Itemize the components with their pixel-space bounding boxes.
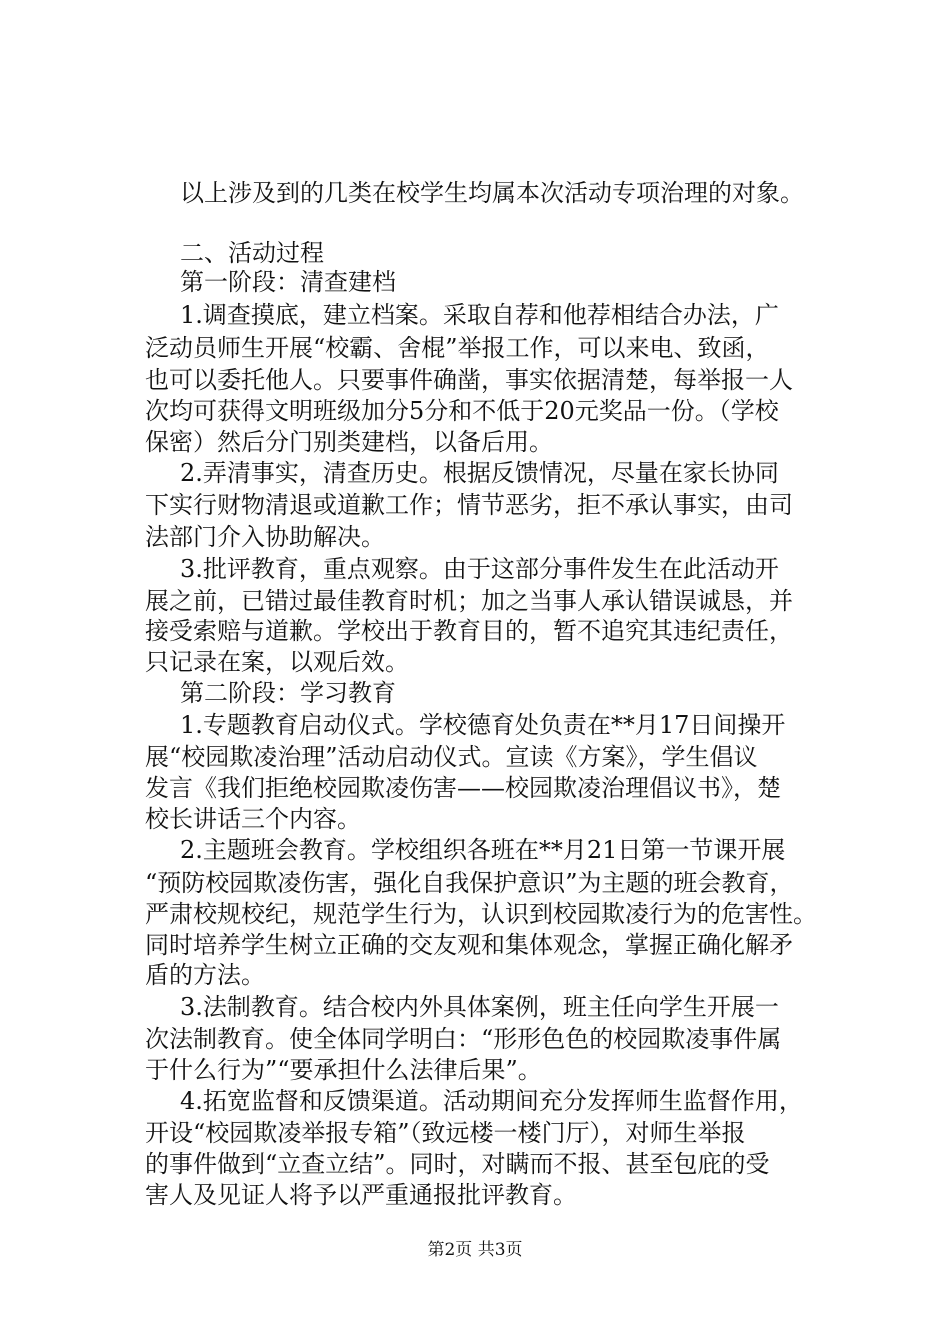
paragraph-line: 3.批评教育，重点观察。由于这部分事件发生在此活动开 — [180, 555, 779, 583]
paragraph-line: 1.调查摸底，建立档案。采取自荐和他荐相结合办法，广 — [180, 301, 779, 329]
section-heading: 二、活动过程 — [180, 239, 324, 267]
paragraph-line: 保密）然后分门别类建档，以备后用。 — [145, 428, 553, 456]
paragraph-line: 只记录在案，以观后效。 — [145, 648, 409, 676]
paragraph-line: 展之前，已错过最佳教育时机；加之当事人承认错误诚恳，并 — [145, 587, 793, 615]
paragraph-line: “预防校园欺凌伤害，强化自我保护意识”为主题的班会教育， — [145, 869, 794, 897]
paragraph-line: 下实行财物清退或道歉工作；情节恶劣，拒不承认事实，由司 — [145, 491, 793, 519]
paragraph-line: 法部门介入协助解决。 — [145, 523, 385, 551]
paragraph-line: 同时培养学生树立正确的交友观和集体观念，掌握正确化解矛 — [145, 931, 793, 959]
paragraph-line: 开设“校园欺凌举报专箱”（致远楼一楼门厅），对师生举报 — [145, 1119, 746, 1147]
paragraph-line: 的事件做到“立查立结”。同时，对瞒而不报、甚至包庇的受 — [145, 1150, 770, 1178]
paragraph-line: 展“校园欺凌治理”活动启动仪式。宣读《方案》，学生倡议 — [145, 743, 758, 771]
paragraph-line: 3.法制教育。结合校内外具体案例，班主任向学生开展一 — [180, 993, 779, 1021]
paragraph-line: 次均可获得文明班级加分5分和不低于20元奖品一份。（学校 — [145, 397, 779, 425]
paragraph-line: 以上涉及到的几类在校学生均属本次活动专项治理的对象。 — [180, 179, 804, 207]
paragraph-line: 严肃校规校纪，规范学生行为，认识到校园欺凌行为的危害性。 — [145, 900, 817, 928]
paragraph-line: 于什么行为”“要承担什么法律后果”。 — [145, 1056, 542, 1084]
paragraph-line: 次法制教育。使全体同学明白：“形形色色的校园欺凌事件属 — [145, 1025, 782, 1053]
paragraph-line: 害人及见证人将予以严重通报批评教育。 — [145, 1181, 577, 1209]
stage-heading: 第一阶段：清查建档 — [180, 268, 396, 296]
paragraph-line: 2.主题班会教育。学校组织各班在**月21日第一节课开展 — [180, 836, 786, 864]
paragraph-line: 泛动员师生开展“校霸、舍棍”举报工作，可以来电、致函， — [145, 334, 770, 362]
paragraph-line: 接受索赔与道歉。学校出于教育目的，暂不追究其违纪责任， — [145, 617, 793, 645]
paragraph-line: 2.弄清事实，清查历史。根据反馈情况，尽量在家长协同 — [180, 459, 779, 487]
paragraph-line: 4.拓宽监督和反馈渠道。活动期间充分发挥师生监督作用， — [180, 1087, 803, 1115]
paragraph-line: 1.专题教育启动仪式。学校德育处负责在**月17日间操开 — [180, 711, 786, 739]
paragraph-line: 也可以委托他人。只要事件确凿，事实依据清楚，每举报一人 — [145, 366, 793, 394]
paragraph-line: 发言《我们拒绝校园欺凌伤害——校园欺凌治理倡议书》，楚 — [145, 774, 781, 802]
stage-heading: 第二阶段：学习教育 — [180, 679, 396, 707]
paragraph-line: 盾的方法。 — [145, 961, 265, 989]
paragraph-line: 校长讲话三个内容。 — [145, 805, 361, 833]
page-number-footer: 第2页 共3页 — [427, 1240, 523, 1260]
